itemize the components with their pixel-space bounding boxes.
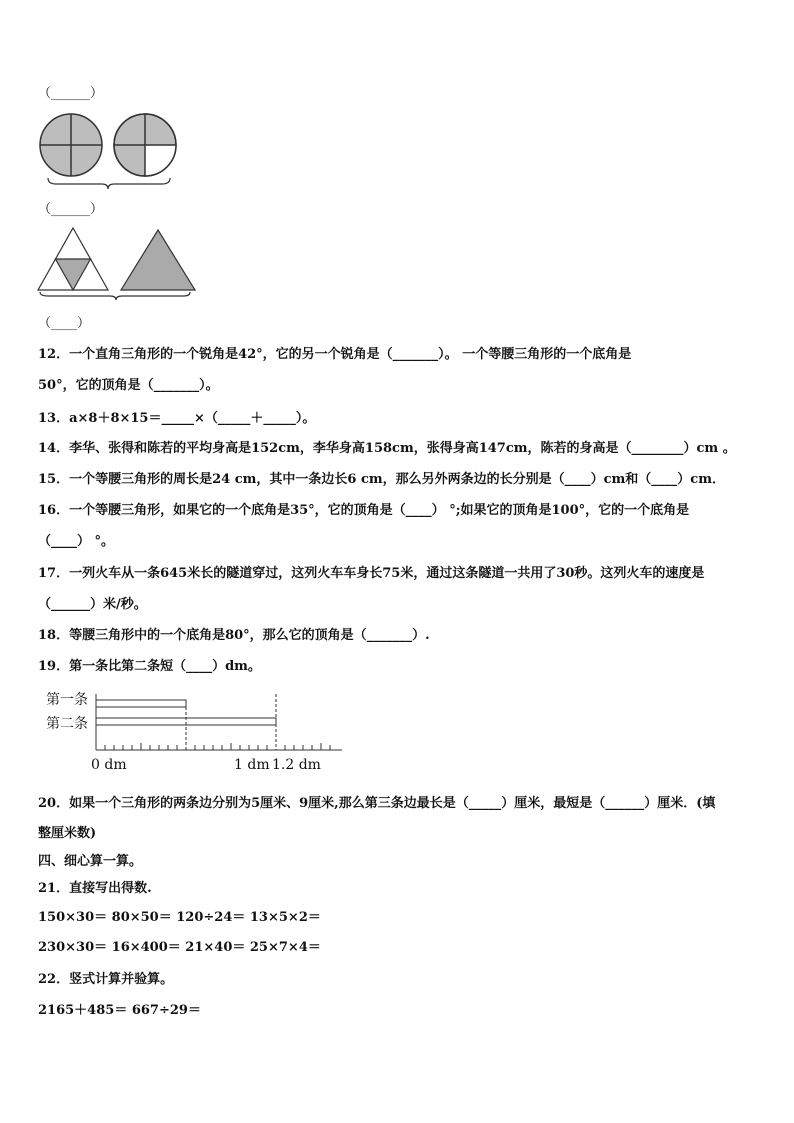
ruler-tick-0: 0 dm <box>91 757 127 773</box>
triangle-figure <box>38 226 198 306</box>
question-17-line2: （______）米/秒。 <box>38 597 147 612</box>
question-21-row2: 230×30＝ 16×400＝ 21×40＝ 25×7×4＝ <box>38 940 321 955</box>
question-12-line2: 50°，它的顶角是（_______）。 <box>38 378 219 393</box>
question-21: 21．直接写出得数. <box>38 881 152 896</box>
question-22-row1: 2165＋485＝ 667÷29＝ <box>38 1003 201 1018</box>
question-16-line1: 16．一个等腰三角形，如果它的一个底角是35°，它的顶角是（____） °;如果它的顶角是100°，它的一个底角是 <box>38 503 690 518</box>
fraction-circles-figure <box>36 110 196 190</box>
first-bar <box>96 700 186 707</box>
question-15: 15．一个等腰三角形的周长是24 cm，其中一条边长6 cm，那么另外两条边的长分别是（____）cm和（____）cm． <box>38 472 725 487</box>
question-22: 22．竖式计算并验算。 <box>38 972 174 987</box>
answer-blank-3: （____） <box>38 316 91 331</box>
question-19: 19．第一条比第二条短（____）dm。 <box>38 659 261 674</box>
section-4-heading: 四、细心算一算。 <box>38 854 143 869</box>
question-14: 14．李华、张得和陈若的平均身高是152cm，李华身高158cm，张得身高147cm，陈若的身高是（________）cm 。 <box>38 441 736 456</box>
question-20-line2: 整厘米数) <box>38 826 97 841</box>
ruler-label-first: 第一条 <box>46 692 88 708</box>
question-13: 13．a×8＋8×15＝_____×（_____＋_____）。 <box>38 411 316 426</box>
ruler-label-second: 第二条 <box>46 716 88 732</box>
answer-blank-1: （______） <box>38 86 104 101</box>
question-18: 18．等腰三角形中的一个底角是80°，那么它的顶角是（_______）. <box>38 628 430 643</box>
ruler-tick-2: 1.2 dm <box>272 757 321 773</box>
question-21-row1: 150×30＝ 80×50＝ 120÷24＝ 13×5×2＝ <box>38 910 321 925</box>
question-16-line2: （____） °。 <box>38 534 115 549</box>
question-20-line1: 20．如果一个三角形的两条边分别为5厘米、9厘米,那么第三条边最长是（_____）厘米，最短是（______）厘米．(填 <box>38 796 716 811</box>
ruler-tick-1: 1 dm <box>234 757 270 773</box>
question-17-line1: 17．一列火车从一条645米长的隧道穿过，这列火车车身长75米，通过这条隧道一共用了30秒。这列火车的速度是 <box>38 566 705 581</box>
answer-blank-2: （______） <box>38 202 104 217</box>
question-12-line1: 12．一个直角三角形的一个锐角是42°，它的另一个锐角是（_______）。 一个等腰三角形的一个底角是 <box>38 347 632 362</box>
ruler-diagram <box>40 688 360 773</box>
